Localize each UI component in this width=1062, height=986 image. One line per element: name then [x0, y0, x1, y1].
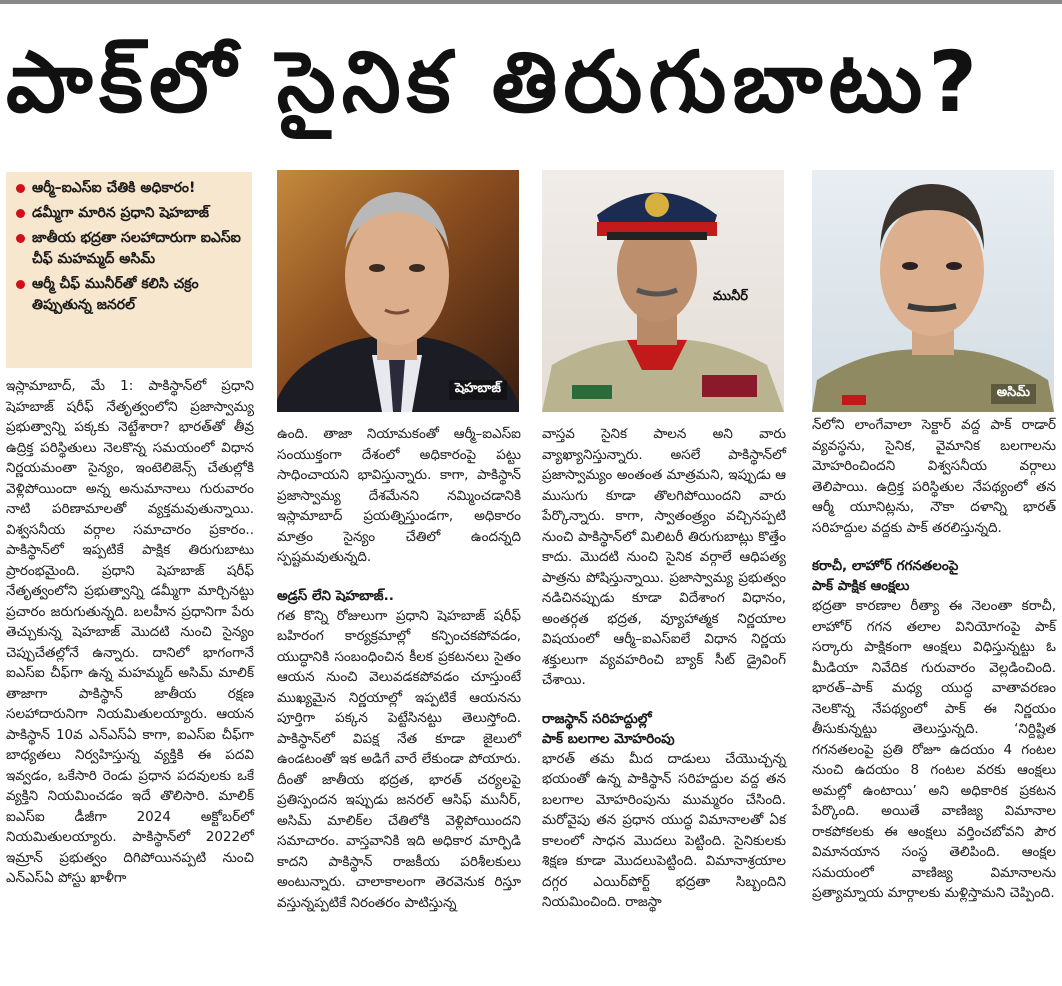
article-column-3 [542, 424, 786, 980]
article-paragraph: గత కొన్ని రోజులుగా ప్రధాని షెహబాజ్ షరీఫ్ బహిరంగ కార్యక్రమాల్లో కన్పించకపోవడం, యుద్ధానికి సంబంధించిన కీలక ప్రకటనలు సైతం ఆయన నుంచి వెలువడకపోవడం చూస్తుంటే ముఖ్యమైన నిర్ణయాల్లో ఇప్పటికే ఆయనను పూర్తిగా పక్కన పెట్టేసినట్టు తెలుస్తోంది. పాకిస్థాన్‌లో విపక్ష నేత కూడా జైలులో ఉండటంతో ఇక అడిగే వారే లేకుండా పోయారు. దీంతో జాతీయ భద్రత, భారత్ చర్యలపై ప్రతిస్పందన ఇప్పుడు జనరల్ ఆసిఫ్ మునీర్, అసిమ్ మాలిక్‌ల చేతిలోకి వెళ్లిపోయిందని సమాచారం. వాస్తవానికి ఇది అధికార మార్పిడి కాదని పాకిస్థాన్ రాజకీయ పరిశీలకులు అంటున్నారు. చాలాకాలంగా తెరవెనుక రిస్తూ వస్తున్నప్పటికే నిరంతరం పాటిస్తున్న [277, 607, 521, 911]
photo-shehbaz [277, 170, 519, 412]
article-paragraph: వాస్తవ సైనిక పాలన అని వారు వ్యాఖ్యానిస్తున్నారు. అసలే పాకిస్థాన్‌లో ప్రజాస్వామ్యం అంతంత మాత్రమని, ఇప్పుడు ఆ ముసుగు కూడా తొలగిపోయిందని వారు పేర్కొన్నారు. కాగా, స్వాతంత్ర్యం వచ్చినప్పటి నుంచి పాకిస్థాన్‌లో మిలిటరీ తిరుగుబాట్లు కొత్తేం కాదు. మొదటి నుంచి సైనిక వర్గాలే ఆధిపత్య పాత్రను పోషిస్తున్నాయి. ప్రజాస్వామ్య ప్రభుత్వం నడిచినప్పుడు కూడా విదేశాంగ విధానం, అంతర్గత భద్రత, వ్యూహాత్మక నిర్ణయాల విషయంలో ఆర్మీ–ఐఎస్ఐలే విధాన నిర్ణయ శక్తులుగా వ్యవహరించి బ్యాక్ సీట్ డ్రైవింగ్ చేశాయి. [542, 426, 786, 688]
bullet-dot-icon [16, 280, 25, 289]
photo-munir [542, 170, 784, 412]
section-subheading: రాజస్థాన్ సరిహద్దుల్లో [542, 710, 652, 727]
article-paragraph: ఇస్లామాబాద్, మే 1: పాకిస్థాన్‌లో ప్రధాని షెహబాజ్ షరీఫ్ నేతృత్వంలోని ప్రజాస్వామ్య ప్రభుత్వాన్ని పక్కకు నెట్టేశారా? భారత్‌తో తీవ్ర ఉద్రిక్త పరిస్థితులు నెలకొన్న సమయంలో విధాన నిర్ణయమంతా సైన్యం, ఇంటెలిజెన్స్ చేతుల్లోకి వెళ్లిపోయిందా అన్న అనుమానాలు గురువారం నాటి పరిణామాలతో వ్యక్తమవుతున్నాయి. విశ్వసనీయ వర్గాల సమాచారం ప్రకారం.. పాకిస్థాన్‌లో ఇప్పటికే పాక్షిక తిరుగుబాటు ప్రారంభమైంది. ప్రధాని షెహబాజ్ షరీఫ్ నేతృత్వంలోని ప్రభుత్వాన్ని డమ్మీగా మార్చినట్టు ప్రచారం జరుగుతున్నది. బలహీన ప్రధానిగా పేరు తెచ్చుకున్న షెహబాజ్ మొదటి నుంచి సైన్యం చెప్పుచేతల్లోనే ఉన్నారు. దానిలో భాగంగానే ఐఎస్ఐ చీఫ్‌గా ఉన్న మహమ్మద్ అసిమ్ మాలిక్ తాజాగా పాకిస్థాన్ జాతీయ రక్షణ సలహాదారునిగా నియమితులయ్యారు. ఆయన పాకిస్థాన్ 10వ ఎన్ఎస్ఏ కాగా, ఐఎస్ఐ చీఫ్‌గా బాధ్యతలు నిర్వహిస్తున్న వ్యక్తికి ఈ పదవి ఇవ్వడం, ఒకేసారి రెండు ప్రధాన పదవులకు ఒకే వ్యక్తిని నియమించడం ఇదే తొలిసారి. మాలిక్ ఐఎస్ఐ డీజీగా 2024 అక్టోబర్‌లో నియమితులయ్యారు. పాకిస్థాన్‌లో 2022లో ఇమ్రాన్ ప్రభుత్వం దిగిపోయినప్పటి నుంచి ఎన్ఎస్ఏ పోస్టు ఖాళీగా [6, 378, 254, 886]
article-paragraph: భద్రతా కారణాల రీత్యా ఈ నెలంతా కరాచీ, లాహోర్ గగన తలాల వినియోగంపై పాక్ సర్కారు పాక్షికంగా ఆంక్షలు విధిస్తున్నట్టు ఓ మీడియా నివేదిక గురువారం వెల్లడించింది. భారత్–పాక్ మధ్య యుద్ధ వాతావరణం నెలకొన్న నేపథ్యంలో పాక్ ఈ నిర్ణయం తీసుకున్నట్టు తెలుస్తున్నది. ‘నిర్దిష్టిత గగనతలంపై ప్రతి రోజూ ఉదయం 4 గంటల నుంచి ఉదయం 8 గంటల వరకు ఆంక్షలు అమల్లో ఉంటాయి’ అని అధికారిక ప్రకటన పేర్కొంది. అయితే వాణిజ్య విమానాల రాకపోకలకు ఈ ఆంక్షలు వర్తించబోవని పౌర విమానయాన సంస్థ తెలిపింది. ఆంక్షల సమయంలో వాణిజ్య విమానాలను ప్రత్యామ్నాయ మార్గాలకు మళ్లిస్తామని చెప్పింది. [812, 598, 1056, 901]
highlight-text: ఆర్మీ–ఐఎస్ఐ చేతికి అధికారం! [32, 180, 196, 196]
article-column-4 [812, 415, 1056, 975]
article-paragraph: భారత్ తమ మీద దాడులు చేయొచ్చన్న భయంతో ఉన్న పాకిస్థాన్ సరిహద్దుల వద్ద తన బలగాల మోహరింపును ముమ్మరం చేసింది. మరోవైపు తన ప్రధాన యుద్ధ విమానాలతో ఏక కాలంలో సాధన మొదలు పెట్టింది. సైనికులకు శిక్షణ కూడా మొదలుపెట్టింది. విమానాశ్రయాల దగ్గర ఎయిర్‌పోర్ట్ భద్రతా సిబ్బందిని నియమించింది. రాజస్థా [542, 750, 786, 910]
article-paragraph: ఉంది. తాజా నియామకంతో ఆర్మీ–ఐఎస్ఐ సంయుక్తంగా దేశంలో అధికారంపై పట్టు సాధించాయని భావిస్తున్నారు. కాగా, పాకిస్థాన్ ప్రజాస్వామ్య దేశమేనని నమ్మించడానికి ఇస్లామాబాద్ ప్రయత్నిస్తుండగా, అధికారం మాత్రం సైన్యం చేతిలో ఉందన్నది స్పష్టమవుతున్నది. [277, 426, 521, 565]
section-subheading: పాక్ పాక్షిక ఆంక్షలు [812, 578, 910, 594]
highlight-text: ఆర్మీ చీఫ్ మునీర్‌తో కలిసి చక్రం తిప్పుతున్న జనరల్ [32, 276, 199, 313]
bullet-dot-icon [16, 209, 25, 218]
article-paragraph: న్‌లోని లాంగేవాలా సెక్టార్ వద్ద పాక్ రాడార్ వ్యవస్థను, సైనిక, వైమానిక బలగాలను మోహరించిందని విశ్వసనీయ వర్గాలు తెలిపాయి. ఉద్రిక్త పరిస్థితుల నేపథ్యంలో తన ఆర్మీ యూనిట్లను, నౌకా దళాన్ని భారత్ సరిహద్దుల వద్దకు పాక్ తరలిస్తున్నది. [812, 417, 1056, 536]
photo-caption: మునీర్ [712, 289, 748, 304]
highlights-box [6, 172, 252, 368]
highlight-item [14, 274, 246, 316]
bullet-dot-icon [16, 234, 25, 243]
highlight-text: జాతీయ భద్రతా సలహాదారుగా ఐఎస్ఐ చీఫ్ మహమ్మద్ అసిమ్ [32, 230, 241, 267]
article-column-2 [277, 424, 521, 980]
article-column-1 [6, 376, 254, 976]
photo-caption: అసిమ్ [991, 384, 1036, 404]
portrait-shehbaz [277, 170, 519, 412]
portrait-asim [812, 170, 1054, 412]
highlight-item [14, 178, 246, 199]
highlight-text: డమ్మీగా మారిన ప్రధాని షెహబాజ్ [32, 205, 210, 221]
highlight-item [14, 228, 246, 270]
photo-asim [812, 170, 1054, 412]
photo-caption: షెహబాజ్ [449, 380, 507, 400]
headline: పాక్‌లో సైనిక తిరుగుబాటు? [6, 33, 984, 131]
section-subheading: అడ్రస్ లేని షెహబాజ్.. [277, 587, 394, 604]
section-subheading: కరాచీ, లాహోర్ గగనతలంపై [812, 558, 959, 574]
highlight-item [14, 203, 246, 224]
top-rule [0, 0, 1062, 4]
bullet-dot-icon [16, 184, 25, 193]
section-subheading: పాక్ బలగాల మోహరింపు [542, 730, 675, 747]
